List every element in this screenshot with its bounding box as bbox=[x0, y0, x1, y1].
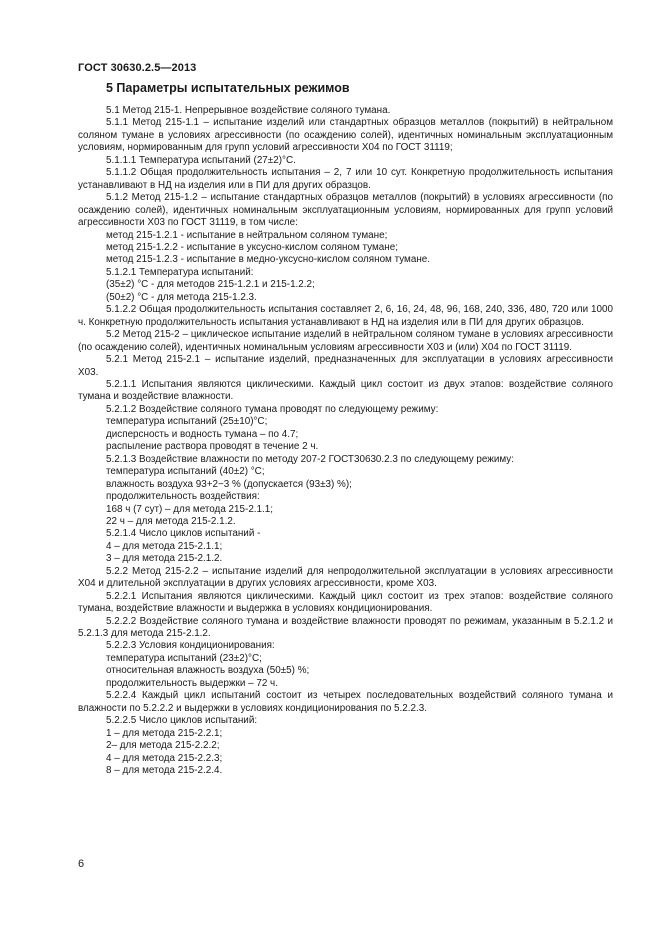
paragraph: 5.1.2 Метод 215-1.2 – испытание стандартных образцов металлов (покрытий) в условиях агрессивности (по осаждению солей), идентичных номинальным эксплуатационным условиям, нормированных для групп условий агрессивности Х03 по ГОСТ 31119, в том числе: bbox=[78, 192, 613, 229]
paragraph: 5.2.1.1 Испытания являются циклическими. Каждый цикл состоит из двух этапов: воздействие соляного тумана и воздействие влажности. bbox=[78, 378, 613, 403]
list-line: 22 ч – для метода 215-2.1.2. bbox=[106, 515, 236, 527]
paragraph: 5.2.2.2 Воздействие соляного тумана и воздействие влажности проводят по режимам, указанным в 5.2.1.2 и 5.2.1.3 для метода 215-2.1.2. bbox=[78, 615, 613, 640]
list-line: относительная влажность воздуха (50±5) %; bbox=[106, 665, 310, 677]
list-line: 5.2.1.3 Воздействие влажности по методу 207-2 ГОСТ30630.2.3 по следующему режиму: bbox=[106, 453, 514, 465]
paragraph: 5.2.2 Метод 215-2.2 – испытание изделий для непродолжительной эксплуатации в условиях агрессивности Х04 и длительной эксплуатации в других условиях агрессивности, кроме Х03. bbox=[78, 565, 613, 590]
document-body bbox=[78, 105, 613, 777]
document-code: ГОСТ 30630.2.5—2013 bbox=[78, 62, 197, 74]
list-line: влажность воздуха 93+2−3 % (допускается (93±3) %); bbox=[106, 478, 352, 490]
list-line: 5.2.1.4 Число циклов испытаний - bbox=[106, 528, 261, 540]
list-line: температура испытаний (40±2) °С; bbox=[106, 466, 265, 478]
list-line: 8 – для метода 215-2.2.4. bbox=[106, 765, 223, 777]
section-title: 5 Параметры испытательных режимов bbox=[106, 81, 350, 95]
list-line: 4 – для метода 215-2.2.3; bbox=[106, 752, 223, 764]
list-line: 5.2.2.3 Условия кондиционирования: bbox=[106, 640, 275, 652]
list-line: 168 ч (7 сут) – для метода 215-2.1.1; bbox=[106, 503, 274, 515]
paragraph: 5.2.2.1 Испытания являются циклическими. Каждый цикл состоит из трех этапов: воздействие соляного тумана, воздействие влажности и выдержка в условиях кондиционирования. bbox=[78, 590, 613, 615]
paragraph: 5.2 Метод 215-2 – циклическое испытание изделий в нейтральном соляном тумане в условиях агрессивности (по осаждению солей), идентичных номинальным условиям агрессивности Х03 и (или) Х04 по ГОСТ 31119. bbox=[78, 329, 613, 353]
list-line: распыление раствора проводят в течение 2 ч. bbox=[106, 441, 319, 453]
list-line: метод 215-1.2.2 - испытание в уксусно-кислом соляном тумане; bbox=[106, 241, 398, 253]
paragraph: 5.1.1 Метод 215-1.1 – испытание изделий или стандартных образцов металлов (покрытий) в нейтральном соляном тумане в условиях агрессивности (по осаждению солей), идентичных номинальным эксплуатационным условиям, нормированным для групп условий агрессивности Х04 по ГОСТ 31119; bbox=[78, 117, 613, 154]
paragraph: 5.1 Метод 215-1. Непрерывное воздействие соляного тумана. bbox=[106, 105, 391, 116]
list-line: температура испытаний (25±10)°С; bbox=[106, 416, 268, 428]
list-line: дисперсность и водность тумана – по 4.7; bbox=[106, 428, 299, 440]
list-line: продолжительность выдержки – 72 ч. bbox=[106, 677, 278, 689]
list-line: 2– для метода 215-2.2.2; bbox=[106, 740, 220, 752]
list-line: (50±2) °С - для метода 215-1.2.3. bbox=[106, 291, 257, 303]
list-line: 5.2.1.2 Воздействие соляного тумана проводят по следующему режиму: bbox=[106, 403, 439, 415]
page-number: 6 bbox=[78, 858, 85, 870]
list-line: 5.2.2.5 Число циклов испытаний: bbox=[106, 715, 258, 727]
paragraph: 5.1.1.1 Температура испытаний (27±2)°С. bbox=[106, 154, 296, 166]
paragraph: 5.1.2.2 Общая продолжительность испытания составляет 2, 6, 16, 24, 48, 96, 168, 240, 336, 480, 720 или 1000 ч. Конкретную продолжительность испытания устанавливают в НД на изделия или в ПИ для других образцов. bbox=[78, 304, 613, 328]
paragraph: 5.2.1 Метод 215-2.1 – испытание изделий, предназначенных для эксплуатации в условиях агрессивности Х03. bbox=[78, 354, 613, 378]
list-line: 3 – для метода 215-2.1.2. bbox=[106, 553, 223, 565]
list-line: метод 215-1.2.3 - испытание в медно-уксусно-кислом соляном тумане. bbox=[106, 254, 431, 266]
list-line: продолжительность воздействия: bbox=[106, 491, 260, 503]
list-line: (35±2) °С - для методов 215-1.2.1 и 215-1.2.2; bbox=[106, 279, 315, 291]
list-line: 5.1.2.1 Температура испытаний: bbox=[106, 266, 254, 278]
list-line: 4 – для метода 215-2.1.1; bbox=[106, 540, 223, 552]
paragraph: 5.2.2.4 Каждый цикл испытаний состоит из четырех последовательных воздействий соляного тумана и влажности по 5.2.2.2 и выдержки в условиях кондиционирования по 5.2.2.3. bbox=[78, 690, 613, 714]
list-line: 1 – для метода 215-2.2.1; bbox=[106, 727, 223, 739]
list-line: температура испытаний (23±2)°С; bbox=[106, 652, 262, 664]
list-line: метод 215-1.2.1 - испытание в нейтральном соляном тумане; bbox=[106, 229, 388, 241]
paragraph: 5.1.1.2 Общая продолжительность испытания – 2, 7 или 10 сут. Конкретную продолжительность испытания устанавливают в НД на изделия или в ПИ для других образцов. bbox=[78, 167, 613, 191]
